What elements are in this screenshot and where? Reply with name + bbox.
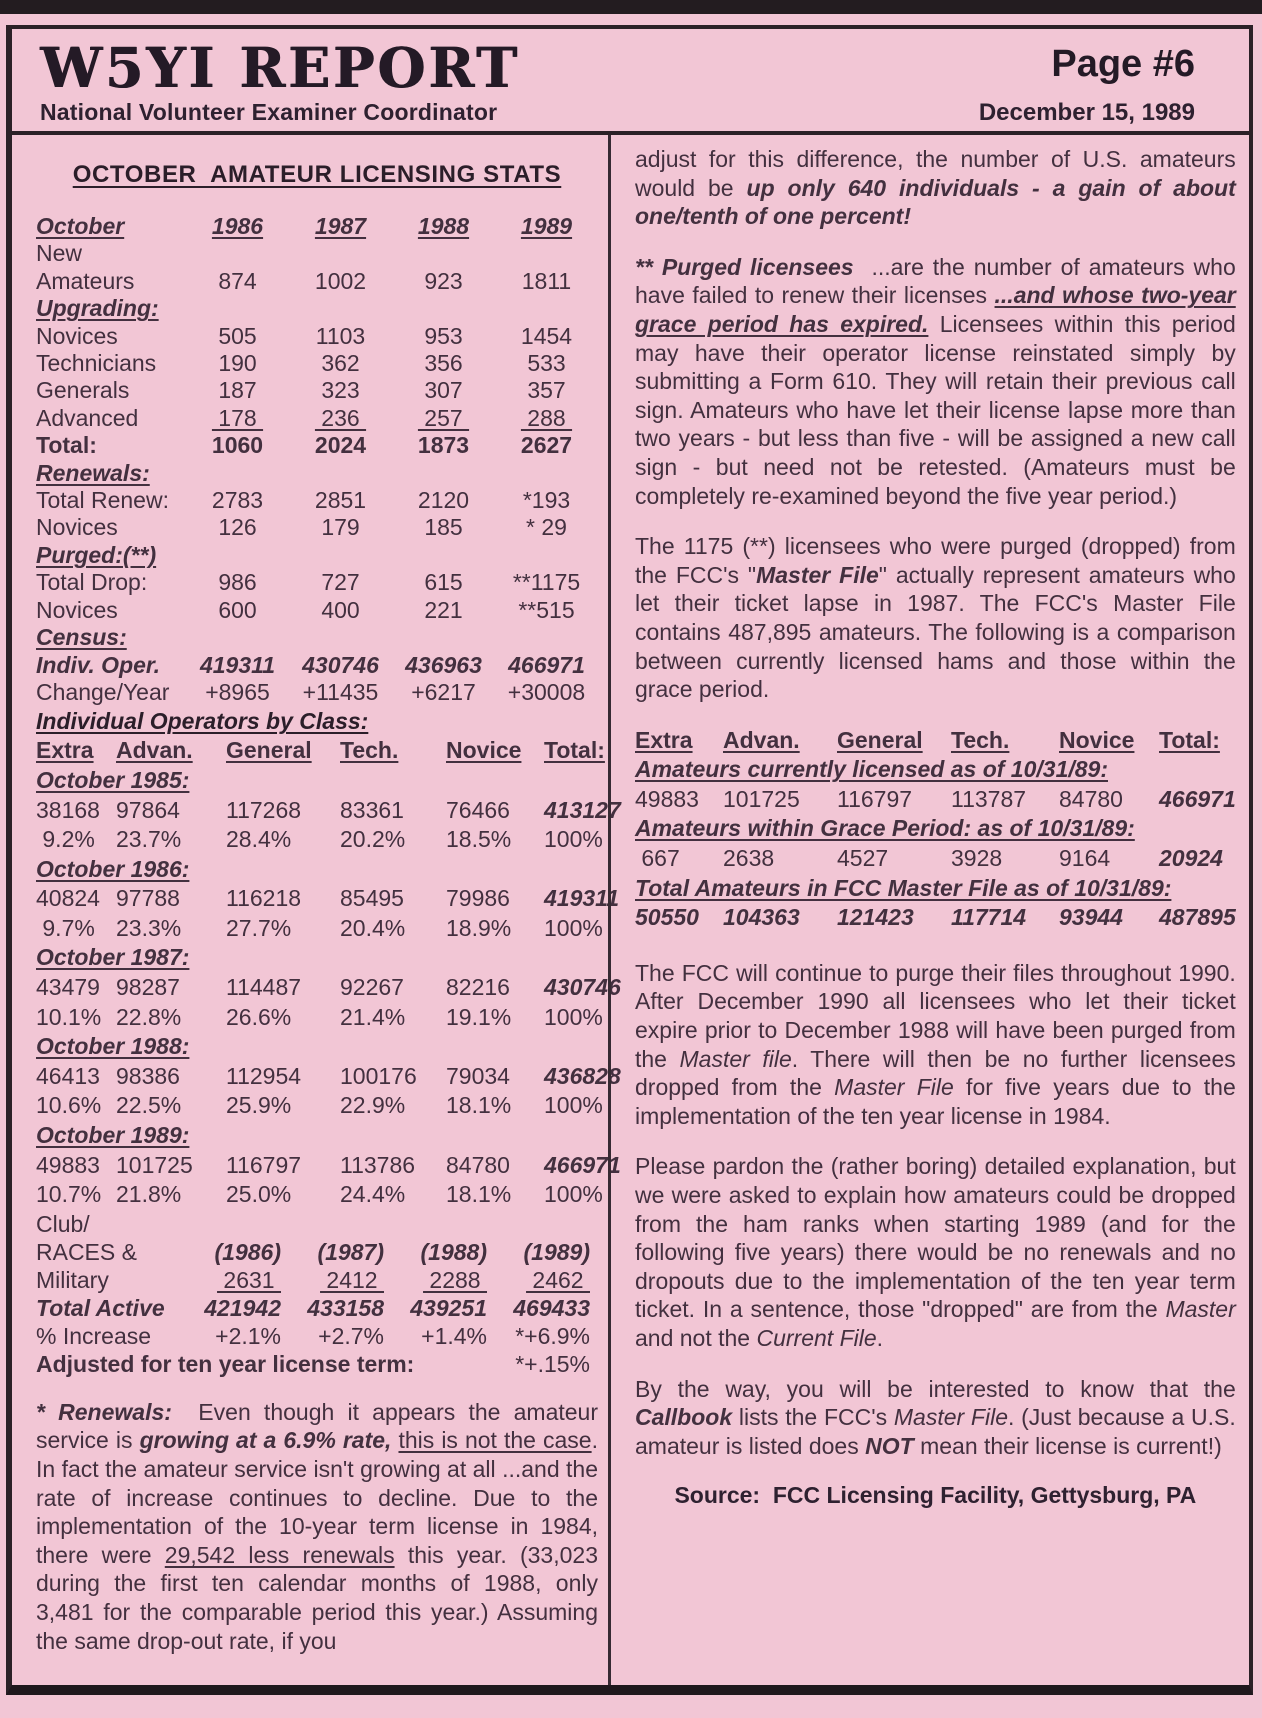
- table-cell: Renewals:: [36, 459, 150, 486]
- table-cell: 40824: [36, 885, 100, 912]
- table-cell: 439251: [410, 1294, 487, 1321]
- table-row: [36, 1032, 598, 1062]
- table-cell: 18.9%: [446, 914, 512, 941]
- table-cell: October 1987:: [36, 944, 190, 971]
- table-cell: 1989: [520, 213, 573, 239]
- table-cell: 100%: [544, 914, 603, 941]
- table-cell: 2120: [417, 487, 470, 514]
- table-cell: 487895: [1159, 904, 1236, 931]
- right-column: [608, 135, 1249, 1685]
- text-segment: ...and whose two-year grace period has expired.: [635, 282, 1236, 337]
- table-cell: New: [36, 240, 83, 267]
- text-segment: Please pardon the (rather boring) detailed explanation, but we were asked to explain how amateurs could be dropped from the ham ranks when starting 1989 (and for the following five years) there would be no renewals and no dropouts due to the implementation of the ten year term ticket. In a sentence, those "dropped" are from the: [635, 1153, 1236, 1323]
- table-cell: +8965: [205, 678, 270, 705]
- table-cell: 116797: [837, 785, 913, 812]
- table-cell: *+6.9%: [515, 1322, 590, 1349]
- table-cell: 18.1%: [446, 1092, 512, 1119]
- table-row: [36, 377, 598, 404]
- table-cell: 28.4%: [226, 826, 292, 853]
- table-row: [36, 460, 598, 487]
- table-cell: Total:: [36, 432, 97, 459]
- table-cell: 9.2%: [36, 826, 95, 853]
- table-cell: Military: [36, 1266, 109, 1293]
- table-cell: 923: [424, 267, 463, 294]
- text-segment: Master File: [893, 1404, 1008, 1431]
- operators-by-class-table: [36, 736, 621, 1210]
- table-cell: 1988: [417, 213, 470, 239]
- table-cell: 1060: [211, 432, 264, 459]
- text-segment: Master file: [679, 1045, 792, 1072]
- table-cell: 93944: [1059, 904, 1123, 931]
- table-cell: Census:: [36, 624, 127, 651]
- table-row: [635, 903, 1236, 933]
- text-segment: ...are the number of amateurs who have failed to renew their licenses: [635, 253, 1236, 309]
- table-cell: Total Renew:: [36, 487, 169, 514]
- table-cell: 419311: [199, 651, 276, 678]
- table-cell: 433158: [307, 1294, 384, 1321]
- table-cell: 600: [218, 596, 257, 623]
- table-cell: 1454: [520, 322, 573, 349]
- master-file-comparison-table: [635, 726, 1236, 933]
- table-cell: 27.7%: [226, 914, 292, 941]
- table-cell: 533: [527, 350, 566, 377]
- table-cell: +6217: [411, 678, 476, 705]
- table-cell: Advan.: [116, 737, 193, 764]
- table-cell: 505: [218, 322, 257, 349]
- table-cell: 97788: [116, 885, 180, 912]
- table-cell: 667: [635, 845, 680, 872]
- left-column: [12, 135, 621, 1685]
- report-title: W5YI REPORT: [40, 35, 520, 100]
- table-cell: +2.7%: [318, 1322, 384, 1349]
- table-row: [635, 785, 1236, 815]
- table-cell: 2462: [526, 1266, 590, 1293]
- table-cell: Tech.: [340, 737, 399, 764]
- table-row: [36, 766, 598, 796]
- text-segment: lists the FCC's: [732, 1404, 894, 1431]
- paragraph-purged-licensees: [635, 253, 1236, 510]
- table-cell: Novices: [36, 322, 118, 349]
- table-cell: 615: [424, 569, 463, 596]
- table-cell: 2851: [314, 487, 367, 514]
- table-cell: Tech.: [951, 726, 1010, 753]
- table-cell: 25.9%: [226, 1092, 292, 1119]
- table-cell: Advanced: [36, 404, 139, 431]
- table-row: [36, 1350, 598, 1378]
- table-cell: 26.6%: [226, 1003, 292, 1030]
- table-cell: 2288: [423, 1266, 487, 1293]
- text-segment: adjust for this difference, the number of U.S. amateurs would be: [635, 146, 1236, 201]
- table-cell: Total Drop:: [36, 569, 148, 596]
- table-cell: 356: [424, 350, 463, 377]
- table-cell: Club/: [36, 1210, 90, 1237]
- text-segment: for five years due to the implementation of the ten year license in 1984.: [635, 1074, 1236, 1129]
- table-row: [36, 1062, 621, 1092]
- table-cell: Technicians: [36, 350, 157, 377]
- paragraph-explanation: [635, 1152, 1236, 1352]
- table-cell: (1986): [214, 1238, 281, 1265]
- source-line: Source: FCC Licensing Facility, Gettysburg, PA: [674, 1482, 1197, 1509]
- text-segment: Callbook: [635, 1404, 733, 1431]
- table-cell: 2631: [217, 1266, 281, 1293]
- table-row: [36, 569, 598, 596]
- table-cell: 1873: [417, 432, 470, 459]
- table-cell: 84780: [1059, 785, 1123, 812]
- text-segment: ** Purged licensees: [635, 253, 854, 280]
- table-cell: 117714: [951, 904, 1027, 931]
- table-cell: 190: [218, 350, 257, 377]
- table-cell: * 29: [526, 514, 567, 541]
- table-cell: +11435: [302, 678, 379, 705]
- masthead: [12, 29, 1249, 135]
- table-cell: 178: [211, 404, 264, 431]
- text-segment: mean their license is current!): [913, 1432, 1222, 1459]
- text-segment: this year. (33,023 during the first ten calendar months of 1988, only 3,481 for the comparable period this year.) Assuming the same drop-out rate, if you: [36, 1541, 598, 1654]
- table-cell: 98386: [116, 1062, 180, 1089]
- table-cell: 98287: [116, 974, 180, 1001]
- report-subtitle: National Volunteer Examiner Coordinator: [40, 99, 498, 125]
- text-segment: The 1175 (**) licensees who were purged (dropped) from the FCC's ": [635, 533, 1236, 588]
- table-cell: 10.6%: [36, 1092, 102, 1119]
- table-row: [36, 514, 598, 541]
- table-cell: 85495: [340, 885, 404, 912]
- table-cell: 986: [218, 569, 257, 596]
- table-cell: 116218: [226, 885, 302, 912]
- table-cell: Total:: [1159, 726, 1220, 753]
- table-cell: 79986: [446, 885, 510, 912]
- table-cell: 179: [321, 514, 360, 541]
- table-cell: 307: [424, 377, 463, 404]
- table-cell: 257: [417, 404, 470, 431]
- table-row: [36, 1210, 598, 1238]
- table-row: [36, 323, 598, 350]
- table-cell: 466971: [508, 651, 585, 678]
- text-segment: .: [876, 1324, 884, 1351]
- table-cell: 466971: [544, 1151, 621, 1178]
- table-row: [36, 350, 598, 377]
- table-row: [36, 796, 621, 826]
- table-row: [36, 914, 603, 944]
- table-cell: 82216: [446, 974, 510, 1001]
- table-cell: Upgrading:: [36, 295, 159, 322]
- page-number: Page #6: [1051, 43, 1195, 85]
- table-cell: +1.4%: [421, 1322, 487, 1349]
- table-row: [36, 432, 598, 459]
- table-cell: 100%: [544, 1181, 603, 1208]
- table-row: [36, 973, 621, 1003]
- table-cell: +2.1%: [215, 1322, 281, 1349]
- text-segment: . There will then be no further licensees dropped from the: [635, 1045, 1236, 1101]
- table-cell: 953: [424, 322, 463, 349]
- table-row: [36, 1266, 598, 1294]
- table-cell: 112954: [226, 1062, 302, 1089]
- table-cell: 92267: [340, 974, 404, 1001]
- table-cell: 126: [218, 514, 257, 541]
- table-cell: 50550: [635, 904, 699, 931]
- table-cell: 436828: [544, 1062, 621, 1089]
- table-row: [36, 736, 605, 766]
- text-segment: up only 640 individuals - a gain of about one/tenth of one percent!: [635, 174, 1236, 230]
- table-cell: 466971: [1159, 785, 1236, 812]
- table-cell: 2783: [211, 487, 264, 514]
- table-row: [36, 855, 598, 885]
- table-cell: 1002: [314, 267, 367, 294]
- table-cell: Amateurs currently licensed as of 10/31/89:: [635, 756, 1108, 783]
- table-row: [36, 624, 598, 651]
- table-cell: 83361: [340, 796, 404, 823]
- table-cell: 436963: [405, 651, 482, 678]
- table-cell: 236: [314, 404, 367, 431]
- issue-date: December 15, 1989: [978, 99, 1195, 126]
- table-cell: 323: [321, 377, 360, 404]
- renewals-footnote: [36, 1398, 598, 1655]
- text-segment: . In fact the amateur service isn't growing at all ...and the rate of increase continues to decline. Due to the implementation of the 10-year term license in 1984, there were: [36, 1427, 598, 1568]
- table-row: [635, 844, 1236, 874]
- table-cell: 114487: [226, 974, 302, 1001]
- table-cell: 400: [321, 596, 360, 623]
- table-cell: 23.3%: [116, 914, 182, 941]
- table-cell: (1989): [523, 1238, 590, 1265]
- table-cell: General: [226, 737, 312, 764]
- text-segment: 29,542 less renewals: [164, 1541, 395, 1568]
- table-row: [36, 1180, 603, 1210]
- table-row: [36, 1091, 603, 1121]
- masthead-left: [40, 35, 520, 126]
- table-cell: Change/Year: [36, 678, 170, 705]
- table-cell: 3928: [951, 845, 1003, 872]
- stats-heading: OCTOBER AMATEUR LICENSING STATS: [72, 161, 562, 188]
- table-cell: 1986: [211, 213, 264, 239]
- table-row: [36, 268, 598, 295]
- table-cell: 288: [520, 404, 573, 431]
- table-cell: 430746: [302, 651, 379, 678]
- table-cell: 84780: [446, 1151, 510, 1178]
- table-cell: Novices: [36, 596, 118, 623]
- text-segment: " actually represent amateurs who let their ticket lapse in 1987. The FCC's Master File contains 487,895 amateurs. The following is a comparison between currently licensed hams and those within the grace period.: [635, 561, 1236, 703]
- table-cell: 357: [527, 377, 566, 404]
- text-segment: Master: [1165, 1296, 1236, 1323]
- table-row: [36, 405, 598, 432]
- table-cell: 101725: [723, 785, 800, 812]
- page-frame: [6, 25, 1253, 1695]
- table-cell: 419311: [544, 885, 620, 912]
- table-cell: 421942: [204, 1294, 281, 1321]
- table-cell: Total:: [544, 737, 605, 764]
- table-cell: 20.4%: [340, 914, 406, 941]
- table-cell: Advan.: [723, 726, 800, 753]
- table-cell: 116797: [226, 1151, 302, 1178]
- table-cell: October: [36, 213, 125, 239]
- table-cell: 2024: [314, 432, 367, 459]
- text-segment: Master File: [834, 1074, 954, 1101]
- table-cell: 46413: [36, 1062, 100, 1089]
- table-row: [36, 295, 598, 322]
- table-cell: Novices: [36, 514, 118, 541]
- table-row: [36, 652, 598, 679]
- table-row: [635, 755, 1236, 785]
- table-cell: 100176: [340, 1062, 417, 1089]
- table-cell: General: [837, 726, 923, 753]
- table-cell: 24.4%: [340, 1181, 406, 1208]
- table-cell: 430746: [544, 974, 621, 1001]
- table-cell: 21.4%: [340, 1003, 406, 1030]
- table-cell: 22.9%: [340, 1092, 406, 1119]
- table-cell: 21.8%: [116, 1181, 182, 1208]
- table-cell: 10.1%: [36, 1003, 102, 1030]
- masthead-right: [979, 39, 1195, 127]
- table-cell: 104363: [723, 904, 800, 931]
- table-cell: 97864: [116, 796, 180, 823]
- table-cell: 362: [321, 350, 360, 377]
- paragraph-1175-purged: [635, 532, 1236, 704]
- table-cell: 100%: [544, 1092, 603, 1119]
- table-row: [36, 1238, 598, 1266]
- club-races-military-table: [36, 1210, 598, 1378]
- table-row: [36, 943, 598, 973]
- table-cell: 22.8%: [116, 1003, 182, 1030]
- table-cell: *193: [522, 487, 571, 514]
- table-cell: 10.7%: [36, 1181, 102, 1208]
- table-cell: 25.0%: [226, 1181, 292, 1208]
- table-cell: 22.5%: [116, 1092, 182, 1119]
- table-cell: 413127: [544, 796, 621, 823]
- table-cell: 121423: [837, 904, 914, 931]
- table-row: [36, 240, 598, 267]
- table-cell: 2412: [320, 1266, 384, 1293]
- table-cell: 19.1%: [446, 1003, 512, 1030]
- table-cell: RACES &: [36, 1238, 137, 1265]
- text-segment: growing at a 6.9% rate,: [139, 1427, 392, 1454]
- table-cell: 9164: [1059, 845, 1111, 872]
- table-row: [36, 1294, 598, 1322]
- text-segment: . (Just because a U.S. amateur is listed does: [635, 1404, 1236, 1459]
- text-segment: The FCC will continue to purge their files throughout 1990. After December 1990 all licensees who let their ticket expire prior to December 1988 will have been purged from the: [635, 959, 1236, 1072]
- table-cell: 187: [218, 377, 257, 404]
- table-cell: 2638: [723, 845, 775, 872]
- licensing-stats-table: [36, 213, 598, 706]
- table-cell: October 1988:: [36, 1033, 190, 1060]
- table-cell: (1987): [317, 1238, 384, 1265]
- table-cell: 727: [321, 569, 360, 596]
- table-cell: 49883: [635, 785, 699, 812]
- table-cell: 1987: [314, 213, 367, 239]
- table-cell: +30008: [507, 678, 586, 705]
- table-cell: 874: [218, 267, 257, 294]
- table-cell: (1988): [420, 1238, 487, 1265]
- text-segment: Licensees within this period may have their operator license reinstated simply by submitting a Form 610. They will retain their previous call sign. Amateurs who have let their license lapse more than two years - but less than five - will be assigned a new call sign - but need not be retested. (Amateurs must be completely re-examined beyond the five year period.): [635, 310, 1236, 509]
- two-column-body: [12, 135, 1249, 1685]
- table-cell: Novice: [446, 737, 522, 764]
- table-cell: October 1986:: [36, 855, 190, 882]
- table-cell: 43479: [36, 974, 100, 1001]
- table-cell: 20.2%: [340, 826, 406, 853]
- table-row: [635, 874, 1236, 904]
- table-cell: October 1985:: [36, 766, 190, 793]
- table-cell: Purged:(**): [36, 541, 157, 568]
- table-row: [36, 1151, 621, 1181]
- text-segment: By the way, you will be interested to know that the: [635, 1375, 1236, 1402]
- table-cell: 76466: [446, 796, 510, 823]
- table-row: [36, 1121, 598, 1151]
- table-cell: Novice: [1059, 726, 1135, 753]
- table-cell: 469433: [513, 1294, 590, 1321]
- table-row: [36, 213, 598, 240]
- table-cell: 221: [424, 596, 463, 623]
- paragraph-callbook: [635, 1375, 1236, 1461]
- table-cell: 9.7%: [36, 914, 95, 941]
- text-segment: Master File: [756, 561, 879, 588]
- text-segment: and not the: [635, 1324, 757, 1351]
- table-cell: Adjusted for ten year license term:: [36, 1350, 415, 1377]
- class-table-heading: Individual Operators by Class:: [36, 708, 369, 735]
- paragraph-purge-plan: [635, 959, 1236, 1131]
- text-segment: this is not the case: [398, 1427, 592, 1454]
- table-row: [36, 542, 598, 569]
- table-cell: Amateurs: [36, 267, 135, 294]
- table-cell: 113787: [951, 785, 1027, 812]
- table-cell: **1175: [512, 569, 581, 596]
- table-cell: Generals: [36, 377, 130, 404]
- table-row: [36, 1322, 598, 1350]
- table-cell: October 1989:: [36, 1122, 190, 1149]
- table-row: [36, 679, 598, 706]
- text-segment: Even though it appears the amateur service is: [36, 1398, 599, 1454]
- table-cell: Extra: [635, 726, 693, 753]
- table-cell: 113786: [340, 1151, 416, 1178]
- table-cell: 38168: [36, 796, 100, 823]
- table-cell: 18.1%: [446, 1181, 512, 1208]
- table-row: [36, 884, 620, 914]
- table-cell: Total Amateurs in FCC Master File as of 10/31/89:: [635, 874, 1172, 901]
- table-row: [635, 814, 1236, 844]
- table-row: [36, 487, 598, 514]
- table-cell: 101725: [116, 1151, 193, 1178]
- table-cell: 18.5%: [446, 826, 512, 853]
- table-cell: 1811: [521, 267, 572, 294]
- table-cell: 100%: [544, 826, 603, 853]
- table-cell: % Increase: [36, 1322, 152, 1349]
- table-row: [635, 726, 1236, 756]
- paragraph-adjusted-growth: [635, 145, 1236, 231]
- table-cell: Indiv. Oper.: [36, 651, 160, 678]
- table-row: [36, 1003, 603, 1033]
- text-segment: Current File: [756, 1324, 877, 1351]
- text-segment: NOT: [865, 1432, 914, 1459]
- table-cell: 4527: [837, 845, 889, 872]
- table-cell: 100%: [544, 1003, 603, 1030]
- table-cell: 185: [424, 514, 463, 541]
- table-row: [36, 825, 603, 855]
- table-cell: *+.15%: [515, 1350, 590, 1377]
- table-cell: 23.7%: [116, 826, 182, 853]
- table-cell: 49883: [36, 1151, 100, 1178]
- table-cell: Total Active: [36, 1294, 165, 1321]
- table-cell: 20924: [1159, 845, 1223, 872]
- text-segment: * Renewals:: [36, 1398, 172, 1425]
- table-cell: 79034: [446, 1062, 510, 1089]
- table-cell: **515: [518, 596, 575, 623]
- top-black-bar: [0, 0, 1262, 14]
- table-row: [36, 597, 598, 624]
- table-cell: 1103: [315, 322, 366, 349]
- table-cell: Amateurs within Grace Period: as of 10/31/89:: [635, 815, 1135, 842]
- table-cell: 2627: [520, 432, 573, 459]
- table-cell: Extra: [36, 737, 94, 764]
- table-cell: 117268: [226, 796, 302, 823]
